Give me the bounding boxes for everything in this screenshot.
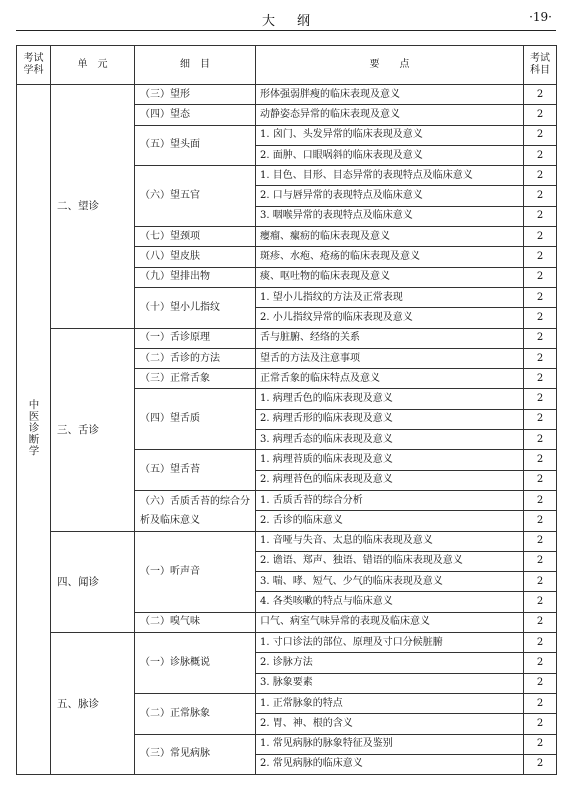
point-cell: 3. 病理舌态的临床表现及意义 [256,430,524,450]
item-cell: （三）正常舌象 [135,369,256,389]
item-cell: （六）舌质舌苔的综合分析及临床意义 [135,490,256,531]
grade-cell: 2 [524,734,557,754]
grade-cell: 2 [524,693,557,713]
item-cell: （一）舌诊原理 [135,328,256,348]
grade-cell: 2 [524,714,557,734]
syllabus-table [16,45,557,775]
grade-cell: 2 [524,145,557,165]
item-cell: （六）望五官 [135,166,256,227]
point-cell: 舌与脏腑、经络的关系 [256,328,524,348]
point-cell: 2. 诊脉方法 [256,653,524,673]
item-cell: （八）望皮肤 [135,247,256,267]
subject-name: 中医诊断学 [27,398,40,457]
item-cell: （三）望形 [135,85,256,105]
grade-cell: 2 [524,227,557,247]
point-cell: 1. 囟门、头发异常的临床表现及意义 [256,125,524,145]
grade-cell: 2 [524,633,557,653]
unit-cell: 四、闻诊 [51,531,135,632]
page-number: ·19· [529,10,552,24]
point-cell: 1. 正常脉象的特点 [256,693,524,713]
grade-cell: 2 [524,328,557,348]
page-title: 大纲 [261,14,332,29]
grade-cell: 2 [524,551,557,571]
point-cell: 1. 舌质舌苔的综合分析 [256,490,524,510]
grade-cell: 2 [524,186,557,206]
point-cell: 1. 常见病脉的脉象特征及鉴别 [256,734,524,754]
grade-cell: 2 [524,592,557,612]
grade-cell: 2 [524,348,557,368]
item-cell: （一）诊脉概说 [135,633,256,694]
item-cell: （二）舌诊的方法 [135,348,256,368]
item-cell: （三）常见病脉 [135,734,256,775]
grade-cell: 2 [524,389,557,409]
point-cell: 1. 音哑与失音、太息的临床表现及意义 [256,531,524,551]
point-cell: 2. 常见病脉的临床意义 [256,754,524,774]
point-cell: 望舌的方法及注意事项 [256,348,524,368]
point-cell: 形体强弱胖瘦的临床表现及意义 [256,85,524,105]
header-point: 要 点 [256,46,524,85]
item-cell: （二）正常脉象 [135,693,256,734]
point-cell: 3. 脉象要素 [256,673,524,693]
point-cell: 痰、呕吐物的临床表现及意义 [256,267,524,287]
grade-cell: 2 [524,206,557,226]
point-cell: 2. 面肿、口眼㖞斜的临床表现及意义 [256,145,524,165]
point-cell: 动静姿态异常的临床表现及意义 [256,105,524,125]
point-cell: 正常舌象的临床特点及意义 [256,369,524,389]
point-cell: 1. 病理舌色的临床表现及意义 [256,389,524,409]
point-cell: 2. 病理苔色的临床表现及意义 [256,470,524,490]
item-cell: （一）听声音 [135,531,256,612]
point-cell: 1. 寸口诊法的部位、原理及寸口分候脏腑 [256,633,524,653]
grade-cell: 2 [524,287,557,307]
point-cell: 1. 目色、目形、目态异常的表现特点及临床意义 [256,166,524,186]
grade-cell: 2 [524,612,557,632]
grade-cell: 2 [524,653,557,673]
point-cell: 3. 喘、哮、短气、少气的临床表现及意义 [256,572,524,592]
grade-cell: 2 [524,490,557,510]
grade-cell: 2 [524,572,557,592]
table-row [17,328,557,348]
header-rule [16,30,556,31]
point-cell: 1. 病理苔质的临床表现及意义 [256,450,524,470]
point-cell: 2. 谵语、郑声、独语、错语的临床表现及意义 [256,551,524,571]
header-item: 细 目 [135,46,256,85]
table-row [17,531,557,551]
point-cell: 2. 胃、神、根的含义 [256,714,524,734]
unit-cell: 五、脉诊 [51,633,135,775]
table-header-row [17,46,557,85]
grade-cell: 2 [524,85,557,105]
point-cell: 4. 各类咳嗽的特点与临床意义 [256,592,524,612]
header-subject: 考试学科 [17,46,51,85]
header-grade: 考试科目 [524,46,557,85]
item-cell: （二）嗅气味 [135,612,256,632]
grade-cell: 2 [524,247,557,267]
item-cell: （四）望舌质 [135,389,256,450]
subject-cell [17,85,51,775]
point-cell: 2. 病理舌形的临床表现及意义 [256,409,524,429]
grade-cell: 2 [524,430,557,450]
page-header [16,8,556,30]
grade-cell: 2 [524,470,557,490]
point-cell: 2. 舌诊的临床意义 [256,511,524,531]
grade-cell: 2 [524,754,557,774]
item-cell: （五）望头面 [135,125,256,166]
grade-cell: 2 [524,267,557,287]
item-cell: （十）望小儿指纹 [135,287,256,328]
point-cell: 3. 咽喉异常的表现特点及临床意义 [256,206,524,226]
header-unit: 单 元 [51,46,135,85]
table-row [17,633,557,653]
item-cell: （七）望颈项 [135,227,256,247]
unit-cell: 三、舌诊 [51,328,135,531]
grade-cell: 2 [524,125,557,145]
table-row [17,85,557,105]
point-cell: 口气、病室气味异常的表现及临床意义 [256,612,524,632]
grade-cell: 2 [524,450,557,470]
grade-cell: 2 [524,369,557,389]
item-cell: （九）望排出物 [135,267,256,287]
item-cell: （四）望态 [135,105,256,125]
grade-cell: 2 [524,166,557,186]
item-cell: （五）望舌苔 [135,450,256,491]
grade-cell: 2 [524,673,557,693]
point-cell: 瘿瘤、瘰疬的临床表现及意义 [256,227,524,247]
unit-cell: 二、望诊 [51,85,135,329]
point-cell: 2. 口与唇异常的表现特点及临床意义 [256,186,524,206]
grade-cell: 2 [524,308,557,328]
point-cell: 2. 小儿指纹异常的临床表现及意义 [256,308,524,328]
point-cell: 斑疹、水疱、疮疡的临床表现及意义 [256,247,524,267]
grade-cell: 2 [524,105,557,125]
grade-cell: 2 [524,409,557,429]
grade-cell: 2 [524,511,557,531]
grade-cell: 2 [524,531,557,551]
point-cell: 1. 望小儿指纹的方法及正常表现 [256,287,524,307]
